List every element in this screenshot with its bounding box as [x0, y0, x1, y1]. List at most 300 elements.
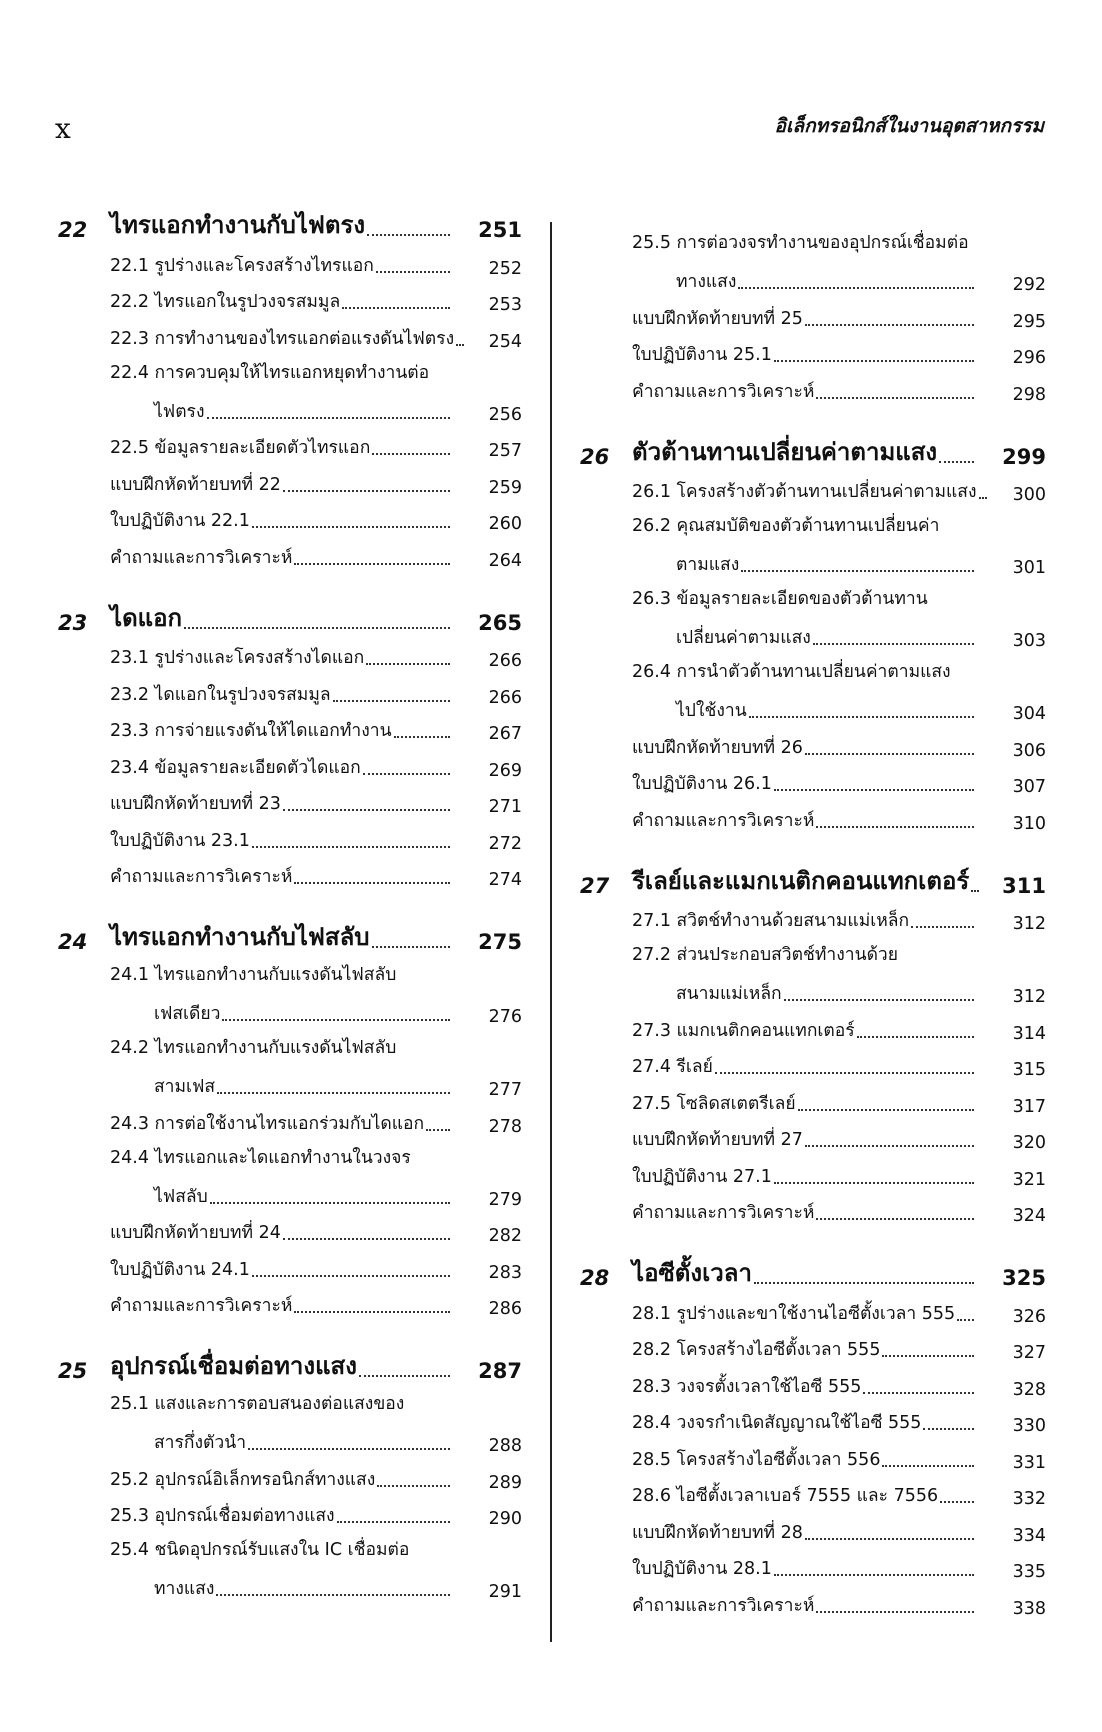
toc-entry-label [110, 753, 454, 781]
chapter-number: 23 [58, 610, 88, 635]
toc-entry[interactable] [632, 372, 1046, 409]
toc-entry-label [632, 1408, 978, 1436]
toc-entry-label [110, 1291, 454, 1319]
toc-entry-text: 28.6 ไอซีตั้งเวลาเบอร์ 7555 และ 7556 [632, 1486, 939, 1506]
toc-entry-label [632, 1162, 978, 1190]
dot-leader [754, 1282, 974, 1284]
dot-leader [715, 1072, 974, 1074]
toc-entry-page: 267 [488, 724, 522, 744]
toc-entry-page: 272 [488, 833, 522, 854]
dot-leader [863, 1392, 974, 1394]
dot-leader [784, 999, 974, 1001]
dot-leader [456, 344, 464, 346]
dot-leader [805, 324, 974, 326]
toc-entry-page: 306 [1012, 740, 1046, 761]
toc-entry[interactable] [632, 1331, 1046, 1368]
toc-entry[interactable] [632, 1367, 1046, 1404]
toc-entry-page: 312 [1012, 987, 1046, 1007]
dot-leader [816, 1611, 974, 1613]
toc-entry-page: 331 [1012, 1452, 1046, 1473]
dot-leader [741, 570, 974, 572]
toc-entry-page: 338 [1012, 1598, 1046, 1619]
toc-entry-page: 282 [488, 1226, 522, 1246]
toc-entry-page: 298 [1012, 384, 1046, 405]
toc-entry-text: คำถามและการวิเคราะห์ [632, 810, 815, 831]
toc-entry[interactable] [110, 538, 522, 575]
toc-entry-page: 321 [1012, 1169, 1046, 1190]
toc-entry[interactable] [632, 1550, 1046, 1587]
chapter-title: ไทรแอกทำงานกับไฟตรง [110, 211, 366, 239]
chapter-heading[interactable] [580, 852, 1046, 902]
toc-entry-label [110, 251, 454, 279]
toc-entry-label [110, 789, 454, 817]
toc-entry-page: 279 [488, 1189, 522, 1210]
toc-entry-text: 26.1 โครงสร้างตัวต้านทานเปลี่ยนค่าตามแสง [632, 482, 977, 502]
toc-entry[interactable] [632, 902, 1046, 939]
dot-leader [377, 1485, 450, 1487]
toc-entry-page: 303 [1012, 631, 1046, 651]
chapter-title-row [110, 917, 454, 956]
toc-entry-continuation-text: ไปใช้งาน [676, 701, 747, 721]
dot-leader [882, 1355, 974, 1357]
toc-entry-text: แบบฝึกหัดท้ายบทที่ 28 [632, 1522, 803, 1543]
dot-leader [816, 826, 974, 828]
toc-entry[interactable] [632, 1048, 1046, 1085]
toc-entry-label [632, 1125, 978, 1153]
chapter-page: 287 [478, 1359, 522, 1383]
toc-entry-label [110, 716, 454, 744]
toc-entry-label [110, 324, 454, 352]
toc-entry-text: 28.5 โครงสร้างไอซีตั้งเวลา 556 [632, 1449, 881, 1470]
toc-entry-text: 25.1 แสงและการตอบสนองต่อแสงของ [110, 1394, 405, 1414]
toc-entry[interactable] [632, 582, 1046, 655]
toc-entry-page: 253 [488, 295, 522, 315]
toc-entry-label [110, 1218, 454, 1246]
toc-entry-continuation-text: สามเฟส [154, 1077, 216, 1097]
chapter-heading[interactable] [58, 589, 522, 639]
toc-entry[interactable] [110, 246, 522, 283]
toc-entry[interactable] [632, 1477, 1046, 1514]
toc-entry-continuation [632, 623, 978, 651]
toc-entry[interactable] [110, 958, 522, 1031]
toc-entry-label [110, 826, 454, 854]
toc-entry[interactable] [110, 429, 522, 466]
chapter-title-row [110, 1346, 454, 1385]
toc-entry-continuation-text: ไฟตรง [154, 401, 205, 422]
chapter-page: 265 [478, 610, 522, 635]
toc-entry-page: 277 [488, 1080, 522, 1100]
toc-entry-label [632, 477, 978, 505]
toc-entry-text: 28.4 วงจรกำเนิดสัญญาณใช้ไอซี 555 [632, 1413, 922, 1433]
toc-entry-page: 300 [1012, 485, 1046, 505]
toc-entry-page: 301 [1012, 558, 1046, 578]
toc-entry-text: 26.3 ข้อมูลรายละเอียดของตัวต้านทาน [632, 589, 928, 609]
toc-entry[interactable] [632, 1294, 1046, 1331]
toc-entry[interactable] [110, 1214, 522, 1251]
toc-entry-label [110, 862, 454, 890]
toc-entry[interactable] [632, 1084, 1046, 1121]
toc-entry[interactable] [110, 748, 522, 785]
toc-entry-text: 28.3 วงจรตั้งเวลาใช้ไอซี 555 [632, 1376, 862, 1397]
toc-entry-continuation [110, 999, 454, 1027]
toc-entry-text: 22.2 ไทรแอกในรูปวงจรสมมูล [110, 292, 341, 312]
chapter-title: ไทรแอกทำงานกับไฟสลับ [110, 923, 370, 951]
toc-entry-text: คำถามและการวิเคราะห์ [110, 547, 293, 568]
toc-entry[interactable] [632, 655, 1046, 728]
toc-entry-page: 286 [488, 1299, 522, 1319]
toc-entry-text: 24.4 ไทรแอกและไดแอกทำงานในวงจร [110, 1147, 411, 1168]
dot-leader [805, 1538, 974, 1540]
toc-entry-label [110, 1501, 454, 1529]
toc-entry[interactable] [110, 1141, 522, 1214]
toc-entry-page: 307 [1012, 777, 1046, 797]
toc-entry-continuation [632, 550, 978, 578]
toc-entry-text: แบบฝึกหัดท้ายบทที่ 23 [110, 794, 281, 814]
toc-entry[interactable] [110, 712, 522, 749]
toc-entry[interactable] [632, 1194, 1046, 1231]
chapter-number: 27 [580, 873, 610, 898]
dot-leader [816, 397, 974, 399]
toc-entry[interactable] [110, 356, 522, 429]
toc-entry[interactable] [110, 1533, 522, 1606]
toc-entry[interactable] [110, 639, 522, 676]
toc-entry[interactable] [632, 336, 1046, 373]
toc-entry-text: คำถามและการวิเคราะห์ [632, 1203, 815, 1223]
dot-leader [210, 1202, 450, 1204]
toc-entry-text: แบบฝึกหัดท้ายบทที่ 24 [110, 1223, 281, 1243]
toc-entry-continuation [110, 397, 454, 425]
toc-entry-label [110, 643, 454, 671]
toc-entry-label [632, 377, 978, 405]
dot-leader [283, 490, 450, 492]
toc-entry-label [632, 1016, 978, 1044]
toc-entry-label [110, 543, 454, 571]
toc-entry-text: 23.3 การจ่ายแรงดันให้ไดแอกทำงาน [110, 721, 392, 741]
toc-entry-text: 22.3 การทำงานของไทรแอกต่อแรงดันไฟตรง [110, 328, 455, 349]
running-head: อิเล็กทรอนิกส์ในงานอุตสาหกรรม [774, 115, 1044, 137]
toc-entry-text: 27.4 รีเลย์ [632, 1057, 713, 1077]
toc-entry-text: ใบปฏิบัติงาน 22.1 [110, 511, 250, 531]
toc-entry-text: 26.2 คุณสมบัติของตัวต้านทานเปลี่ยนค่า [632, 516, 940, 536]
toc-entry-page: 330 [1012, 1416, 1046, 1436]
toc-entry-continuation [110, 1182, 454, 1210]
toc-entry-text: 25.4 ชนิดอุปกรณ์รับแสงใน IC เชื่อมต่อ [110, 1540, 410, 1560]
toc-entry-page: 266 [488, 687, 522, 708]
toc-entry-text: ใบปฏิบัติงาน 26.1 [632, 774, 772, 794]
toc-entry[interactable] [110, 1460, 522, 1497]
chapter-number: 24 [58, 930, 88, 954]
toc-entry[interactable] [632, 765, 1046, 802]
toc-entry-continuation-text: ทางแสง [676, 272, 737, 292]
dot-leader [252, 526, 450, 528]
dot-leader [359, 1375, 450, 1377]
toc-entry-text: 22.4 การควบคุมให้ไทรแอกหยุดทำงานต่อ [110, 362, 430, 383]
toc-entry-continuation-text: เฟสเดียว [154, 1004, 221, 1024]
chapter-heading[interactable] [580, 1244, 1046, 1294]
chapter-heading[interactable] [58, 1337, 522, 1387]
toc-entry-page: 332 [1012, 1489, 1046, 1509]
chapter-title: อุปกรณ์เชื่อมต่อทางแสง [110, 1352, 357, 1380]
dot-leader [774, 1574, 974, 1576]
chapter-heading[interactable] [580, 423, 1046, 473]
toc-entry-text: 28.2 โครงสร้างไอซีตั้งเวลา 555 [632, 1340, 881, 1360]
toc-entry-label [110, 1465, 454, 1493]
toc-entry-page: 320 [1012, 1133, 1046, 1153]
dot-leader [283, 1238, 450, 1240]
toc-entry-label [110, 1255, 454, 1283]
dot-leader [376, 271, 450, 273]
toc-entry-text: ใบปฏิบัติงาน 24.1 [110, 1259, 250, 1280]
dot-leader [939, 461, 974, 463]
toc-entry[interactable] [110, 858, 522, 895]
toc-entry-text: 27.5 โซลิดสเตตรีเลย์ [632, 1093, 796, 1114]
toc-entry-text: 23.4 ข้อมูลรายละเอียดตัวไดแอก [110, 757, 361, 778]
chapter-heading[interactable] [58, 908, 522, 958]
dot-leader [813, 643, 974, 645]
toc-entry-page: 276 [488, 1007, 522, 1027]
dot-leader [738, 287, 974, 289]
dot-leader [816, 1218, 974, 1220]
dot-leader [774, 360, 974, 362]
toc-entry-continuation-text: เปลี่ยนค่าตามแสง [676, 628, 811, 648]
toc-entry-page: 271 [488, 797, 522, 817]
toc-entry-label [632, 1089, 978, 1117]
dot-leader [426, 1129, 450, 1131]
chapter-page: 311 [1002, 873, 1046, 898]
dot-leader [805, 753, 974, 755]
dot-leader [207, 417, 450, 419]
chapter-title-row [632, 1253, 978, 1292]
toc-entry-label [632, 1052, 978, 1080]
toc-entry[interactable] [632, 299, 1046, 336]
toc-entry-text: ใบปฏิบัติงาน 25.1 [632, 345, 772, 365]
toc-entry-text: 24.1 ไทรแอกทำงานกับแรงดันไฟสลับ [110, 965, 397, 985]
toc-entry-page: 314 [1012, 1023, 1046, 1044]
toc-entry-label [632, 340, 978, 368]
toc-entry-page: 310 [1012, 813, 1046, 834]
toc-entry-page: 292 [1012, 275, 1046, 295]
dot-leader [798, 1109, 974, 1111]
toc-entry[interactable] [110, 1104, 522, 1141]
toc-entry-page: 296 [1012, 348, 1046, 368]
toc-entry-page: 269 [488, 760, 522, 781]
toc-entry-text: คำถามและการวิเคราะห์ [110, 867, 293, 887]
toc-entry-text: 27.3 แมกเนติกคอนแทกเตอร์ [632, 1020, 855, 1041]
toc-entry[interactable] [632, 728, 1046, 765]
toc-entry-text: 25.3 อุปกรณ์เชื่อมต่อทางแสง [110, 1506, 335, 1526]
toc-entry-text: 27.2 ส่วนประกอบสวิตช์ทำงานด้วย [632, 945, 899, 965]
dot-leader [394, 736, 450, 738]
dot-leader [857, 1036, 974, 1038]
toc-entry-page: 317 [1012, 1096, 1046, 1117]
toc-entry-page: 290 [488, 1509, 522, 1529]
toc-entry-continuation [110, 1072, 454, 1100]
toc-entry-page: 264 [488, 550, 522, 571]
toc-entry-text: ใบปฏิบัติงาน 27.1 [632, 1166, 772, 1187]
dot-leader [979, 497, 987, 499]
dot-leader [222, 1019, 450, 1021]
toc-entry[interactable] [110, 1287, 522, 1324]
toc-entry[interactable] [632, 1440, 1046, 1477]
toc-entry-page: 260 [488, 514, 522, 534]
toc-entry[interactable] [632, 1157, 1046, 1194]
toc-entry-page: 334 [1012, 1525, 1046, 1546]
toc-entry-text: ใบปฏิบัติงาน 23.1 [110, 830, 250, 851]
toc-entry-page: 304 [1012, 704, 1046, 724]
toc-entry-page: 289 [488, 1472, 522, 1493]
chapter-title: ไอซีตั้งเวลา [632, 1259, 752, 1287]
chapter-title: ไดแอก [110, 603, 183, 632]
dot-leader [294, 563, 450, 565]
chapter-title: รีเลย์และแมกเนติกคอนแทกเตอร์ [632, 866, 970, 895]
toc-entry-text: 24.3 การต่อใช้งานไทรแอกร่วมกับไดแอก [110, 1113, 425, 1134]
toc-entry-label [632, 1481, 978, 1509]
toc-entry-page: 259 [488, 477, 522, 498]
toc-entry-label [632, 1299, 978, 1327]
toc-entry-continuation [632, 267, 978, 295]
toc-entry-page: 295 [1012, 311, 1046, 332]
toc-entry[interactable] [632, 1121, 1046, 1158]
dot-leader [217, 1092, 450, 1094]
chapter-title: ตัวต้านทานเปลี่ยนค่าตามแสง [632, 437, 938, 466]
toc-entry-label [632, 906, 978, 934]
toc-entry[interactable] [632, 801, 1046, 838]
toc-entry-text: คำถามและการวิเคราะห์ [632, 1595, 815, 1616]
chapter-heading[interactable] [58, 196, 522, 246]
toc-entry-page: 288 [488, 1436, 522, 1456]
toc-entry-text: 25.2 อุปกรณ์อิเล็กทรอนิกส์ทางแสง [110, 1469, 376, 1490]
toc-entry-text: แบบฝึกหัดท้ายบทที่ 26 [632, 737, 803, 758]
toc-entry-text: 22.1 รูปร่างและโครงสร้างไทรแอก [110, 255, 374, 276]
toc-entry-label [632, 806, 978, 834]
dot-leader [971, 890, 979, 892]
toc-entry-continuation-text: ตามแสง [676, 555, 740, 575]
dot-leader [294, 1311, 450, 1313]
toc-entry-label [632, 769, 978, 797]
dot-leader [363, 773, 450, 775]
toc-entry-label [632, 1445, 978, 1473]
toc-entry-continuation-text: สารกึ่งตัวนำ [154, 1433, 247, 1453]
toc-entry-text: คำถามและการวิเคราะห์ [110, 1296, 293, 1316]
toc-entry-page: 327 [1012, 1343, 1046, 1363]
toc-entry-text: 22.5 ข้อมูลรายละเอียดตัวไทรแอก [110, 438, 371, 458]
toc-entry-continuation [632, 979, 978, 1007]
toc-entry[interactable] [632, 1011, 1046, 1048]
chapter-title-row [110, 598, 454, 637]
dot-leader [366, 663, 450, 665]
dot-leader [337, 1521, 450, 1523]
toc-entry[interactable] [110, 319, 522, 356]
toc-entry-page: 291 [488, 1582, 522, 1602]
toc-entry-text: แบบฝึกหัดท้ายบทที่ 27 [632, 1130, 803, 1150]
toc-entry-continuation [110, 1428, 454, 1456]
toc-entry[interactable] [110, 1497, 522, 1534]
page-letter: x [55, 112, 71, 145]
toc-entry-label [110, 506, 454, 534]
toc-entry[interactable] [632, 1404, 1046, 1441]
toc-entry[interactable] [632, 1586, 1046, 1623]
toc-entry-page: 335 [1012, 1562, 1046, 1582]
dot-leader [367, 234, 450, 236]
toc-entry-label [632, 1372, 978, 1400]
dot-leader [774, 1182, 974, 1184]
toc-entry-text: 23.2 ไดแอกในรูปวงจรสมมูล [110, 684, 331, 705]
toc-entry-page: 283 [488, 1262, 522, 1283]
toc-entry-text: ใบปฏิบัติงาน 28.1 [632, 1559, 772, 1579]
chapter-number: 26 [580, 444, 610, 469]
toc-entry[interactable] [632, 473, 1046, 510]
dot-leader [911, 926, 974, 928]
dot-leader [940, 1501, 974, 1503]
dot-leader [749, 716, 974, 718]
toc-entry-text: 27.1 สวิตช์ทำงานด้วยสนามแม่เหล็ก [632, 911, 910, 931]
toc-entry-label [632, 733, 978, 761]
chapter-page: 325 [1002, 1266, 1046, 1290]
toc-entry[interactable] [632, 938, 1046, 1011]
toc-entry[interactable] [110, 465, 522, 502]
chapter-page: 251 [478, 218, 522, 242]
chapter-number: 28 [580, 1266, 610, 1290]
dot-leader [248, 1448, 450, 1450]
toc-entry[interactable] [110, 283, 522, 320]
toc-entry-text: 28.1 รูปร่างและขาใช้งานไอซีตั้งเวลา 555 [632, 1303, 956, 1324]
toc-entry-page: 324 [1012, 1206, 1046, 1226]
toc-entry[interactable] [110, 1031, 522, 1104]
toc-entry-label [632, 1554, 978, 1582]
toc-entry[interactable] [110, 502, 522, 539]
toc-entry[interactable] [110, 675, 522, 712]
toc-entry-continuation [632, 696, 978, 724]
toc-entry-page: 326 [1012, 1306, 1046, 1327]
toc-entry-page: 312 [1012, 914, 1046, 934]
chapter-number: 25 [58, 1359, 88, 1383]
toc-entry-page: 315 [1012, 1060, 1046, 1080]
dot-leader [342, 307, 450, 309]
dot-leader [805, 1145, 974, 1147]
toc-entry-continuation-text: ไฟสลับ [154, 1186, 208, 1207]
dot-leader [252, 846, 450, 848]
chapter-title-row [632, 432, 978, 471]
toc-entry-continuation-text: ทางแสง [154, 1579, 215, 1599]
toc-entry-label [632, 1198, 978, 1226]
toc-entry[interactable] [110, 1250, 522, 1287]
toc-entry-page: 254 [488, 331, 522, 352]
chapter-title-row [110, 205, 454, 244]
toc-entry-continuation-text: สนามแม่เหล็ก [676, 984, 782, 1004]
toc-entry[interactable] [110, 1387, 522, 1460]
toc-entry-label [110, 287, 454, 315]
chapter-page: 299 [1002, 444, 1046, 469]
column-divider [550, 222, 552, 1642]
chapter-number: 22 [58, 218, 88, 242]
toc-entry-text: แบบฝึกหัดท้ายบทที่ 25 [632, 308, 803, 329]
toc-entry[interactable] [632, 1513, 1046, 1550]
chapter-page: 275 [478, 930, 522, 954]
toc-entry[interactable] [110, 821, 522, 858]
toc-entry-label [632, 1335, 978, 1363]
toc-entry[interactable] [632, 226, 1046, 299]
toc-entry-page: 328 [1012, 1379, 1046, 1400]
dot-leader [216, 1594, 450, 1596]
toc-entry-label [632, 1591, 978, 1619]
toc-entry[interactable] [632, 509, 1046, 582]
toc-entry-text: 23.1 รูปร่างและโครงสร้างไดแอก [110, 648, 365, 668]
toc-entry[interactable] [110, 785, 522, 822]
dot-leader [923, 1428, 974, 1430]
toc-entry-label [110, 680, 454, 708]
dot-leader [372, 453, 450, 455]
toc-entry-continuation [110, 1574, 454, 1602]
